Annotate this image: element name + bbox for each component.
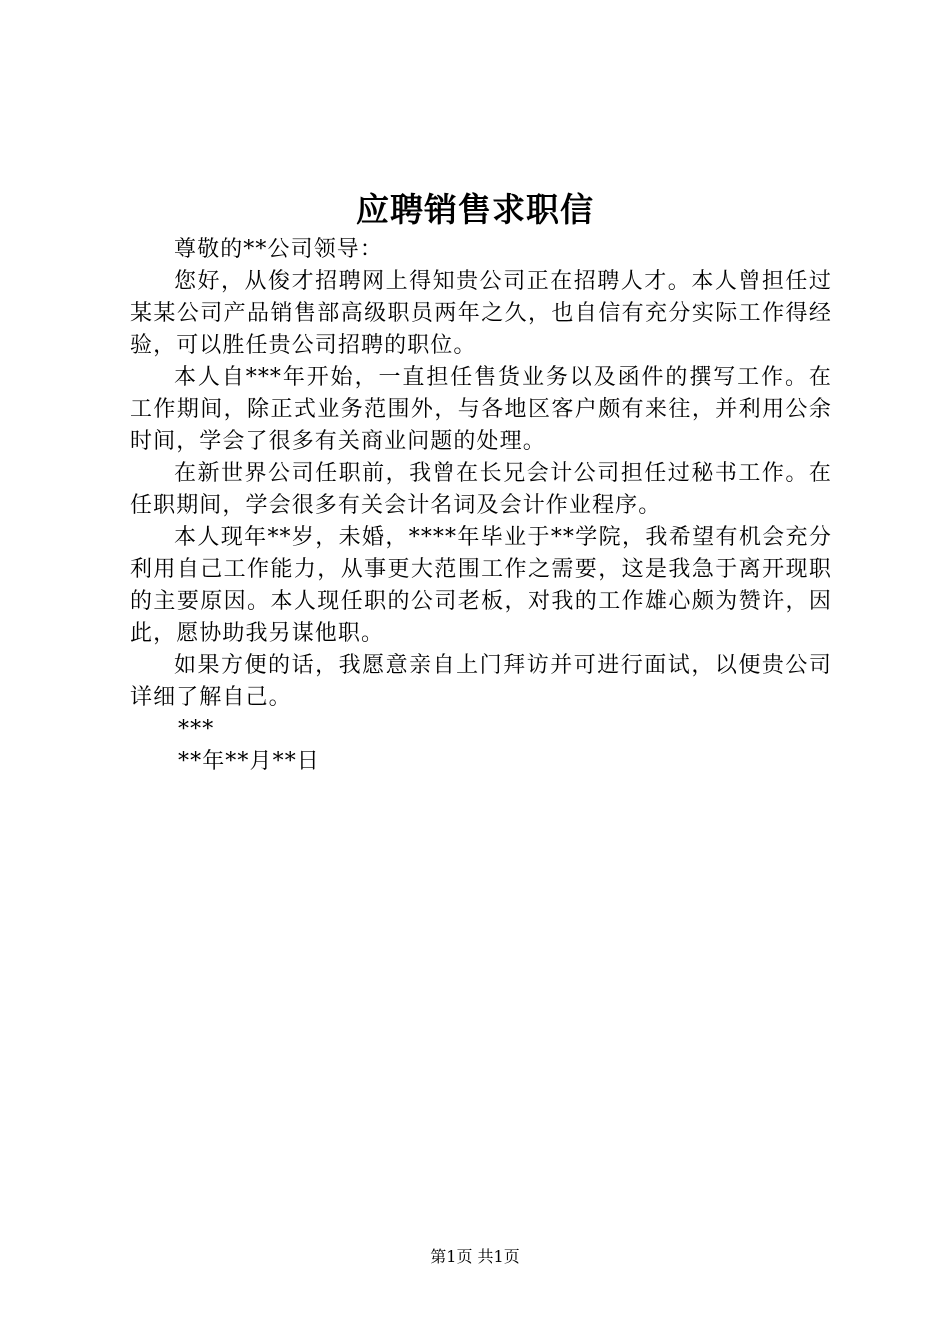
paragraph: 您好，从俊才招聘网上得知贵公司正在招聘人才。本人曾担任过某某公司产品销售部高级职员两年之久，也自信有充分实际工作得经验，可以胜任贵公司招聘的职位。 (130, 269, 832, 358)
paragraph: 在新世界公司任职前，我曾在长兄会计公司担任过秘书工作。在任职期间，学会很多有关会计名词及会计作业程序。 (130, 461, 832, 518)
letter-body (130, 234, 832, 778)
page-footer: 第1页 共1页 (430, 1247, 520, 1266)
signature: *** (178, 717, 215, 742)
paragraph: 本人自***年开始，一直担任售货业务以及函件的撰写工作。在工作期间，除正式业务范围外，与各地区客户颇有来往，并利用公余时间，学会了很多有关商业问题的处理。 (130, 365, 832, 454)
paragraph: 本人现年**岁，未婚，****年毕业于**学院，我希望有机会充分利用自己工作能力，从事更大范围工作之需要，这是我急于离开现职的主要原因。本人现任职的公司老板，对我的工作雄心颇为赞许，因此，愿协助我另谋他职。 (130, 525, 832, 646)
letter-date: **年**月**日 (178, 749, 320, 774)
paragraph: 如果方便的话，我愿意亲自上门拜访并可进行面试，以便贵公司详细了解自己。 (130, 653, 832, 710)
document-title: 应聘销售求职信 (356, 190, 594, 229)
salutation: 尊敬的**公司领导： (174, 237, 384, 262)
